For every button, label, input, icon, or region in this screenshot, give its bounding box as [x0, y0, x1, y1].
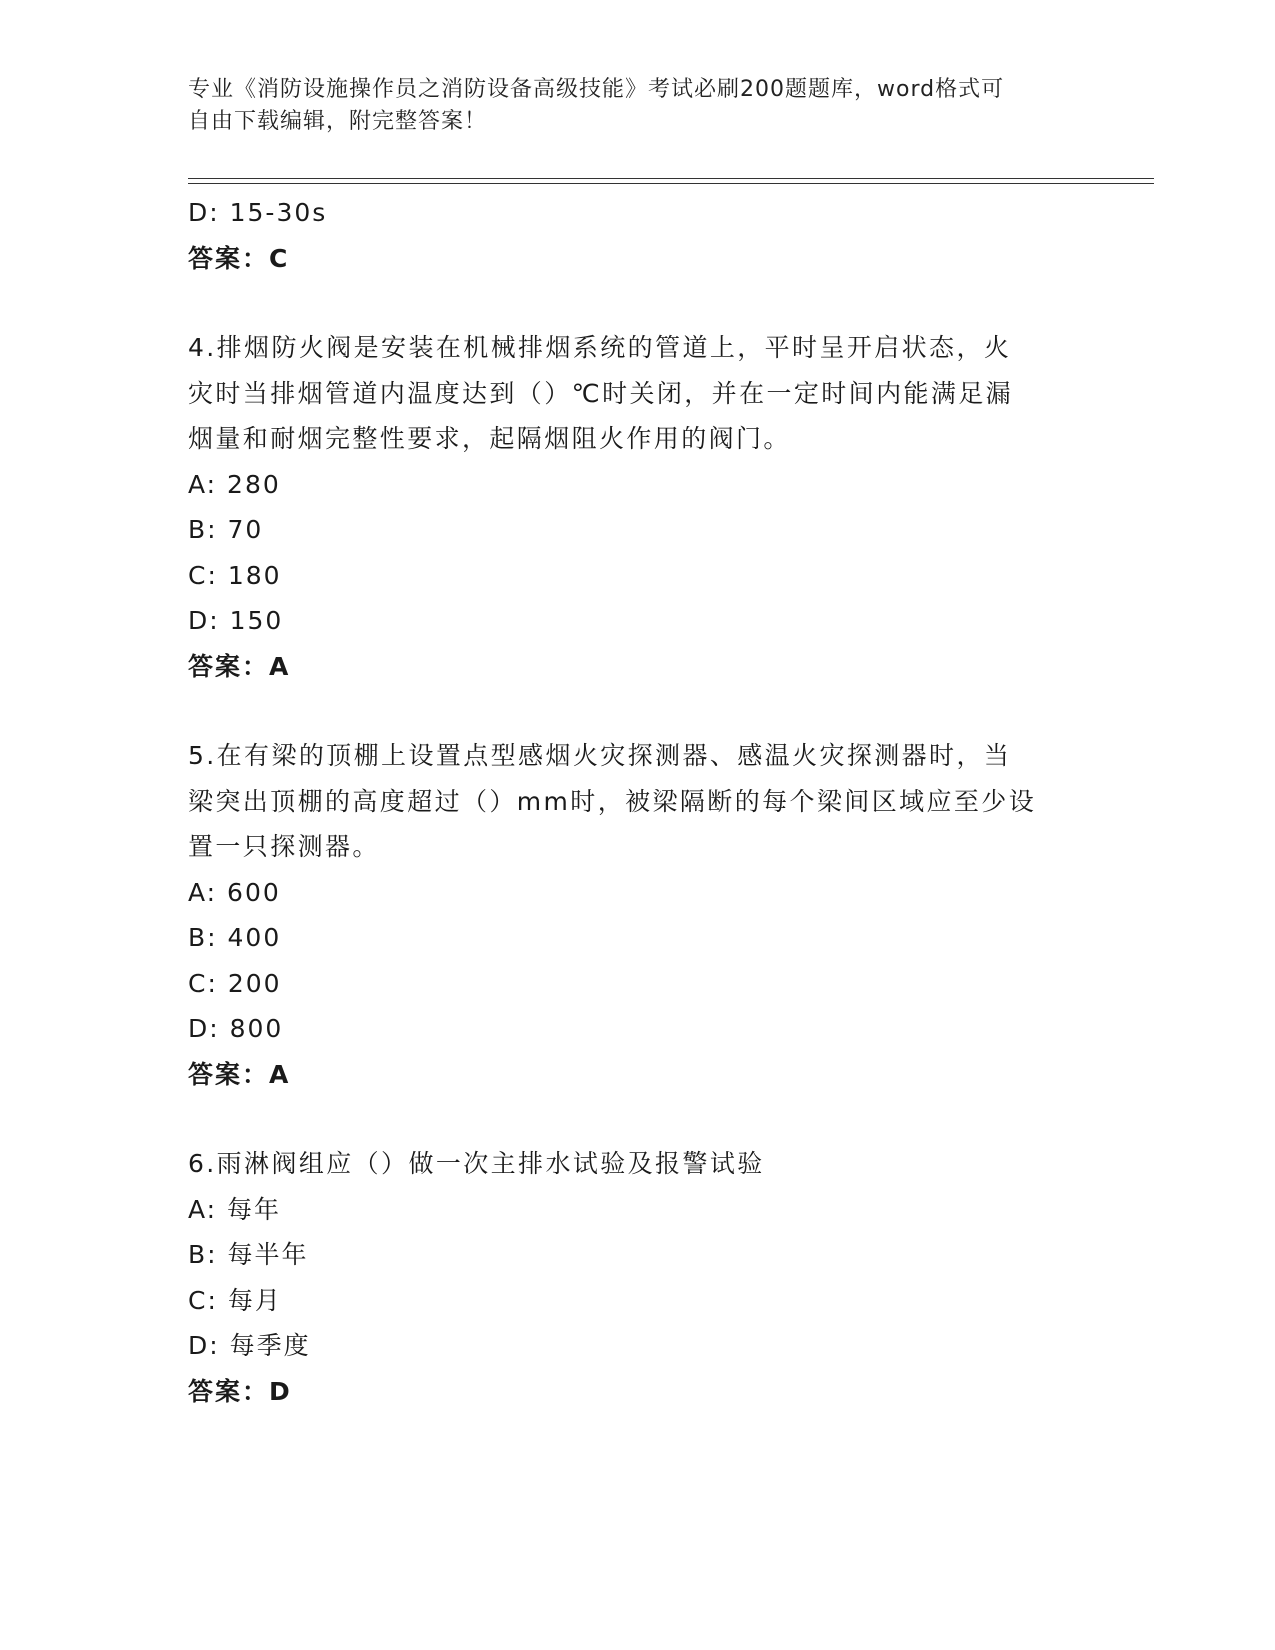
spacer: [188, 689, 1088, 733]
question-6-answer: 答案：D: [188, 1376, 292, 1406]
spacer: [188, 281, 1088, 325]
question-4-answer: 答案：A: [188, 651, 291, 681]
question-4-option-b: B: 70: [188, 515, 264, 544]
question-6-option-d: D: 每季度: [188, 1331, 311, 1360]
header-divider-bottom: [188, 183, 1154, 184]
question-6-text: [188, 1141, 1088, 1187]
question-5-text: [188, 733, 1088, 870]
question-5-option-c: C: 200: [188, 968, 282, 998]
question-5-option-a: A: 600: [188, 877, 281, 907]
header-line-2: 自由下载编辑，附完整答案！: [188, 109, 488, 134]
document-header: [188, 74, 1078, 138]
question-6-option-a: A: 每年: [188, 1194, 282, 1224]
question-6-option-b: B: 每半年: [188, 1240, 309, 1269]
question-line: 梁突出顶棚的高度超过（）mm时，被梁隔断的每个梁间区域应至少设: [188, 786, 1037, 816]
question-line: 烟量和耐烟完整性要求，起隔烟阻火作用的阀门。: [188, 424, 791, 453]
question-list: [188, 190, 1088, 1414]
question-line: 灾时当排烟管道内温度达到（）℃时关闭，并在一定时间内能满足漏: [188, 378, 1014, 408]
question-line: 置一只探测器。: [188, 832, 380, 861]
carryover-option-d: D: 15-30s: [188, 198, 328, 227]
question-4-option-c: C: 180: [188, 560, 282, 590]
question-line: 6.雨淋阀组应（）做一次主排水试验及报警试验: [188, 1149, 765, 1178]
question-6-option-c: C: 每月: [188, 1285, 282, 1315]
spacer: [188, 1097, 1088, 1141]
question-line: 5.在有梁的顶棚上设置点型感烟火灾探测器、感温火灾探测器时，当: [188, 741, 1012, 770]
carryover-answer: 答案：C: [188, 243, 290, 273]
header-line-1: 专业《消防设施操作员之消防设备高级技能》考试必刷200题题库，word格式可: [188, 77, 1005, 102]
question-4-option-a: A: 280: [188, 469, 281, 499]
question-4-option-d: D: 150: [188, 606, 284, 635]
question-5-answer: 答案：A: [188, 1059, 291, 1089]
header-divider-top: [188, 178, 1154, 179]
question-4-text: [188, 325, 1088, 462]
question-line: 4.排烟防火阀是安装在机械排烟系统的管道上，平时呈开启状态，火: [188, 333, 1012, 362]
question-5-option-d: D: 800: [188, 1014, 284, 1043]
question-5-option-b: B: 400: [188, 923, 282, 952]
